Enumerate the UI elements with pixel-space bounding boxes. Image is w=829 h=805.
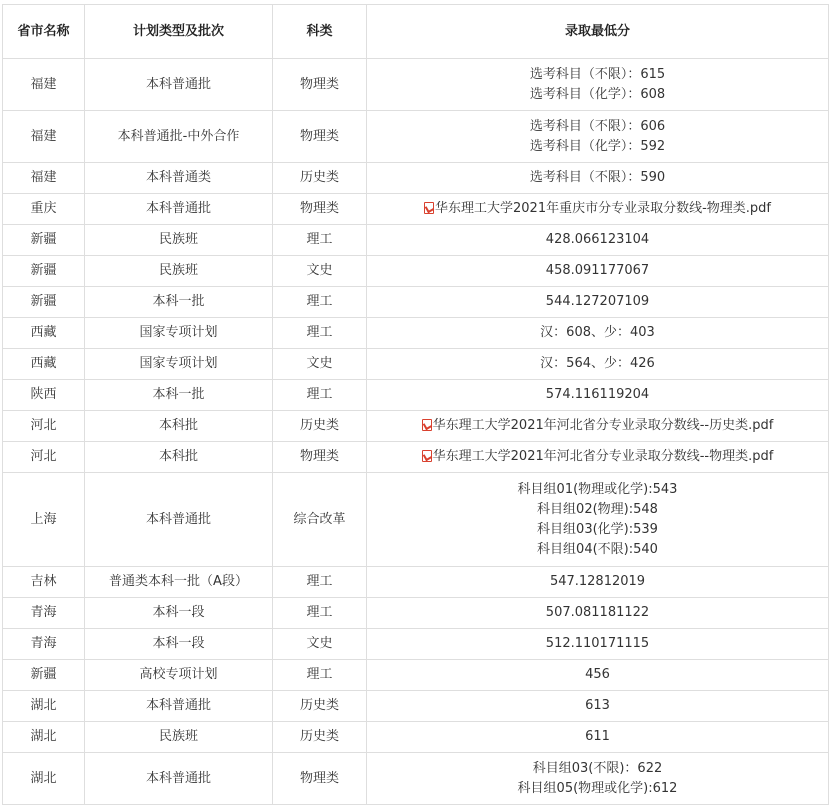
cell-batch: 本科批 bbox=[85, 411, 273, 442]
cell-province: 新疆 bbox=[3, 287, 85, 318]
cell-min-score: 选考科目（不限）：590 bbox=[367, 163, 829, 194]
table-row bbox=[3, 598, 829, 629]
table-row bbox=[3, 691, 829, 722]
cell-min-score: 428.066123104 bbox=[367, 225, 829, 256]
cell-province: 福建 bbox=[3, 59, 85, 111]
cell-category: 物理类 bbox=[273, 59, 367, 111]
table-row bbox=[3, 318, 829, 349]
table-row bbox=[3, 111, 829, 163]
table-row bbox=[3, 411, 829, 442]
cell-batch: 本科普通批-中外合作 bbox=[85, 111, 273, 163]
pdf-icon bbox=[424, 202, 433, 213]
cell-min-score: 611 bbox=[367, 722, 829, 753]
cell-batch: 本科普通批 bbox=[85, 753, 273, 805]
table-row bbox=[3, 380, 829, 411]
cell-min-score bbox=[367, 111, 829, 163]
cell-category: 历史类 bbox=[273, 722, 367, 753]
pdf-link-label: 华东理工大学2021年河北省分专业录取分数线--物理类.pdf bbox=[432, 449, 774, 464]
cell-category: 理工 bbox=[273, 598, 367, 629]
score-line: 选考科目（不限）：606 bbox=[529, 118, 666, 134]
cell-province: 新疆 bbox=[3, 256, 85, 287]
cell-min-score: 574.116119204 bbox=[367, 380, 829, 411]
table-row bbox=[3, 256, 829, 287]
score-line: 科目组01(物理或化学):543 bbox=[517, 481, 678, 497]
cell-min-score bbox=[367, 473, 829, 567]
cell-category: 文史 bbox=[273, 629, 367, 660]
pdf-link-label: 华东理工大学2021年河北省分专业录取分数线--历史类.pdf bbox=[432, 418, 774, 433]
table-row bbox=[3, 722, 829, 753]
cell-province: 湖北 bbox=[3, 722, 85, 753]
cell-province: 吉林 bbox=[3, 567, 85, 598]
cell-category: 历史类 bbox=[273, 691, 367, 722]
cell-min-score bbox=[367, 59, 829, 111]
cell-province: 青海 bbox=[3, 629, 85, 660]
cell-batch: 本科普通类 bbox=[85, 163, 273, 194]
pdf-icon bbox=[422, 450, 431, 461]
cell-province: 湖北 bbox=[3, 691, 85, 722]
cell-batch: 本科普通批 bbox=[85, 691, 273, 722]
score-line: 选考科目（化学）：592 bbox=[529, 138, 666, 154]
cell-category: 理工 bbox=[273, 380, 367, 411]
table-row bbox=[3, 629, 829, 660]
cell-province: 河北 bbox=[3, 442, 85, 473]
cell-min-score: 456 bbox=[367, 660, 829, 691]
score-line: 科目组04(不限):540 bbox=[537, 541, 658, 557]
table-header-row bbox=[3, 5, 829, 59]
cell-min-score: 544.127207109 bbox=[367, 287, 829, 318]
table-row bbox=[3, 660, 829, 691]
cell-batch: 国家专项计划 bbox=[85, 318, 273, 349]
table-row bbox=[3, 194, 829, 225]
cell-batch: 民族班 bbox=[85, 225, 273, 256]
cell-province: 重庆 bbox=[3, 194, 85, 225]
cell-category: 理工 bbox=[273, 225, 367, 256]
header-category: 科类 bbox=[273, 5, 367, 59]
pdf-link-label: 华东理工大学2021年重庆市分专业录取分数线-物理类.pdf bbox=[435, 201, 771, 216]
score-line: 选考科目（化学）：608 bbox=[529, 86, 666, 102]
score-line: 科目组02(物理):548 bbox=[537, 501, 658, 517]
cell-category: 物理类 bbox=[273, 442, 367, 473]
cell-province: 福建 bbox=[3, 163, 85, 194]
cell-category: 物理类 bbox=[273, 194, 367, 225]
pdf-download-link[interactable] bbox=[424, 201, 771, 216]
cell-category: 综合改革 bbox=[273, 473, 367, 567]
cell-min-score bbox=[367, 411, 829, 442]
header-min-score: 录取最低分 bbox=[367, 5, 829, 59]
cell-category: 历史类 bbox=[273, 163, 367, 194]
table-row bbox=[3, 225, 829, 256]
cell-province: 河北 bbox=[3, 411, 85, 442]
table-row bbox=[3, 567, 829, 598]
score-line: 选考科目（不限）：615 bbox=[529, 66, 666, 82]
cell-category: 文史 bbox=[273, 349, 367, 380]
cell-min-score bbox=[367, 753, 829, 805]
cell-province: 青海 bbox=[3, 598, 85, 629]
cell-province: 上海 bbox=[3, 473, 85, 567]
cell-batch: 普通类本科一批（A段） bbox=[85, 567, 273, 598]
cell-min-score bbox=[367, 442, 829, 473]
cell-min-score: 汉：564、少：426 bbox=[367, 349, 829, 380]
cell-province: 西藏 bbox=[3, 318, 85, 349]
cell-min-score bbox=[367, 194, 829, 225]
cell-province: 福建 bbox=[3, 111, 85, 163]
cell-category: 物理类 bbox=[273, 111, 367, 163]
cell-min-score: 458.091177067 bbox=[367, 256, 829, 287]
cell-batch: 本科一段 bbox=[85, 629, 273, 660]
cell-category: 理工 bbox=[273, 318, 367, 349]
score-line: 科目组03(不限)：622 bbox=[532, 760, 663, 776]
cell-category: 文史 bbox=[273, 256, 367, 287]
header-province: 省市名称 bbox=[3, 5, 85, 59]
header-batch: 计划类型及批次 bbox=[85, 5, 273, 59]
cell-province: 新疆 bbox=[3, 660, 85, 691]
table-row bbox=[3, 442, 829, 473]
cell-province: 西藏 bbox=[3, 349, 85, 380]
cell-province: 新疆 bbox=[3, 225, 85, 256]
cell-batch: 本科一段 bbox=[85, 598, 273, 629]
cell-category: 理工 bbox=[273, 660, 367, 691]
table-row bbox=[3, 349, 829, 380]
cell-batch: 本科普通批 bbox=[85, 473, 273, 567]
cell-batch: 本科普通批 bbox=[85, 194, 273, 225]
pdf-download-link[interactable] bbox=[422, 418, 774, 433]
cell-min-score: 汉：608、少：403 bbox=[367, 318, 829, 349]
table-row bbox=[3, 473, 829, 567]
cell-min-score: 613 bbox=[367, 691, 829, 722]
cell-min-score: 512.110171115 bbox=[367, 629, 829, 660]
pdf-icon bbox=[422, 419, 431, 430]
cell-min-score: 547.12812019 bbox=[367, 567, 829, 598]
cell-batch: 高校专项计划 bbox=[85, 660, 273, 691]
cell-batch: 民族班 bbox=[85, 722, 273, 753]
cell-category: 理工 bbox=[273, 287, 367, 318]
cell-batch: 本科一批 bbox=[85, 287, 273, 318]
cell-category: 物理类 bbox=[273, 753, 367, 805]
score-line: 科目组03(化学):539 bbox=[537, 521, 658, 537]
table-row bbox=[3, 753, 829, 805]
table-row bbox=[3, 59, 829, 111]
table-row bbox=[3, 287, 829, 318]
pdf-download-link[interactable] bbox=[422, 449, 774, 464]
table-row bbox=[3, 163, 829, 194]
cell-batch: 国家专项计划 bbox=[85, 349, 273, 380]
admission-scores-table bbox=[2, 4, 829, 805]
cell-batch: 本科普通批 bbox=[85, 59, 273, 111]
cell-min-score: 507.081181122 bbox=[367, 598, 829, 629]
cell-category: 理工 bbox=[273, 567, 367, 598]
cell-category: 历史类 bbox=[273, 411, 367, 442]
score-line: 科目组05(物理或化学):612 bbox=[517, 780, 678, 796]
cell-province: 湖北 bbox=[3, 753, 85, 805]
cell-batch: 本科一批 bbox=[85, 380, 273, 411]
cell-batch: 民族班 bbox=[85, 256, 273, 287]
cell-batch: 本科批 bbox=[85, 442, 273, 473]
cell-province: 陕西 bbox=[3, 380, 85, 411]
